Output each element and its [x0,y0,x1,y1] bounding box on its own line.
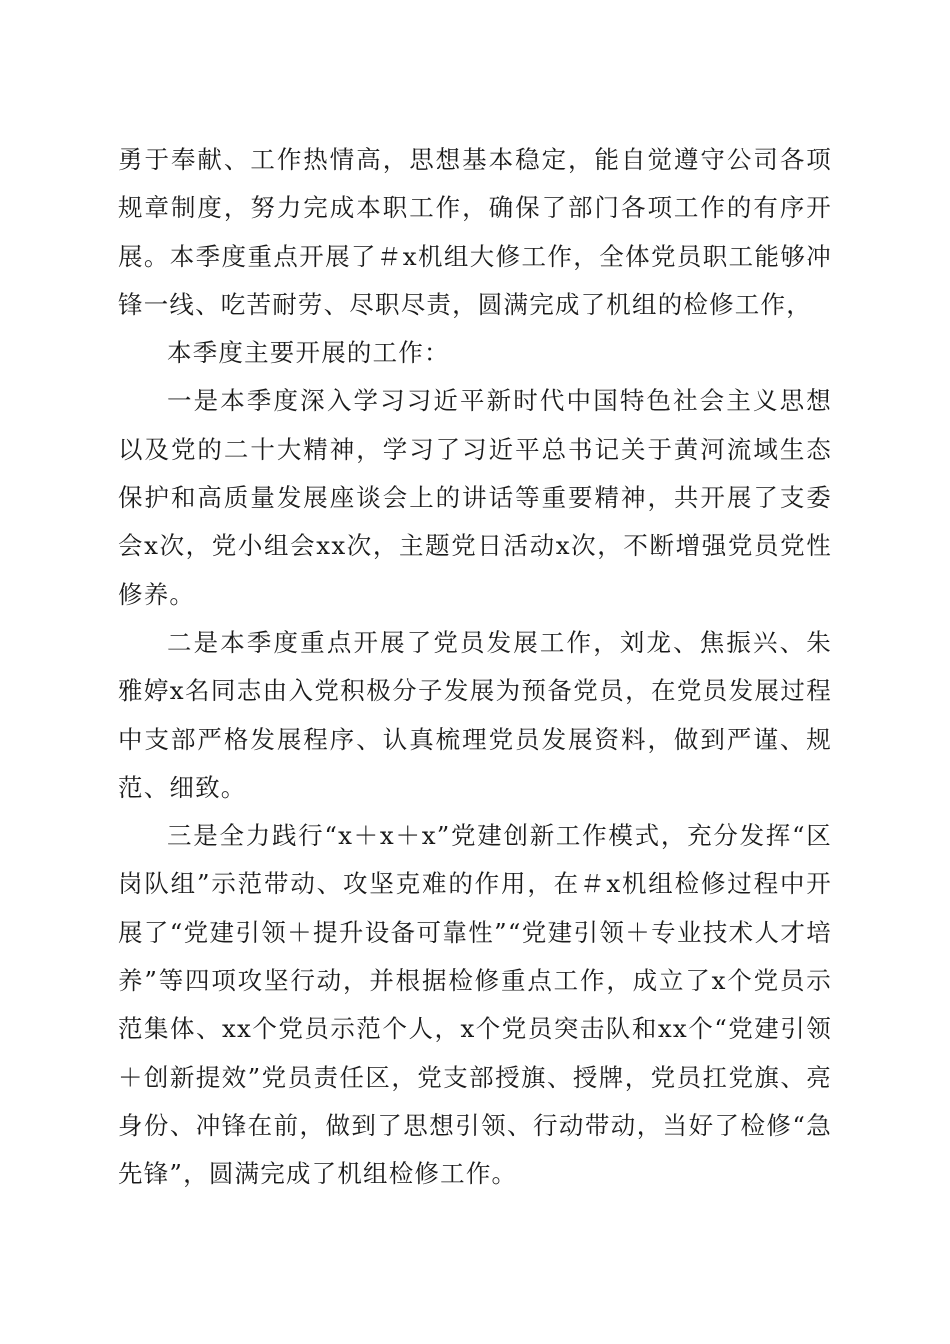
paragraph-item-three: 三是全力践行“x＋x＋x”党建创新工作模式，充分发挥“区岗队组”示范带动、攻坚克难的作用，在＃x机组检修过程中开展了“党建引领＋提升设备可靠性”“党建引领＋专业技术人才培养”等四项攻坚行动，并根据检修重点工作，成立了x个党员示范集体、xx个党员示范个人，x个党员突击队和xx个“党建引领＋创新提效”党员责任区，党支部授旗、授牌，党员扛党旗、亮身份、冲锋在前，做到了思想引领、行动带动，当好了检修“急先锋”，圆满完成了机组检修工作。 [118,821,832,1189]
paragraph-work-heading: 本季度主要开展的工作： [167,338,450,368]
paragraph-item-two: 二是本季度重点开展了党员发展工作，刘龙、焦振兴、朱雅婷x名同志由入党积极分子发展为预备党员，在党员发展过程中支部严格发展程序、认真梳理党员发展资料，做到严谨、规范、细致。 [118,627,832,802]
paragraph-intro: 勇于奉献、工作热情高，思想基本稳定，能自觉遵守公司各项规章制度，努力完成本职工作，确保了部门各项工作的有序开展。本季度重点开展了＃x机组大修工作，全体党员职工能够冲锋一线、吃苦耐劳、尽职尽责，圆满完成了机组的检修工作， [118,145,832,319]
document-body [118,136,832,1199]
paragraph-item-one: 一是本季度深入学习习近平新时代中国特色社会主义思想以及党的二十大精神，学习了习近平总书记关于黄河流域生态保护和高质量发展座谈会上的讲话等重要精神，共开展了支委会x次，党小组会xx次，主题党日活动x次，不断增强党员党性修养。 [118,386,832,609]
